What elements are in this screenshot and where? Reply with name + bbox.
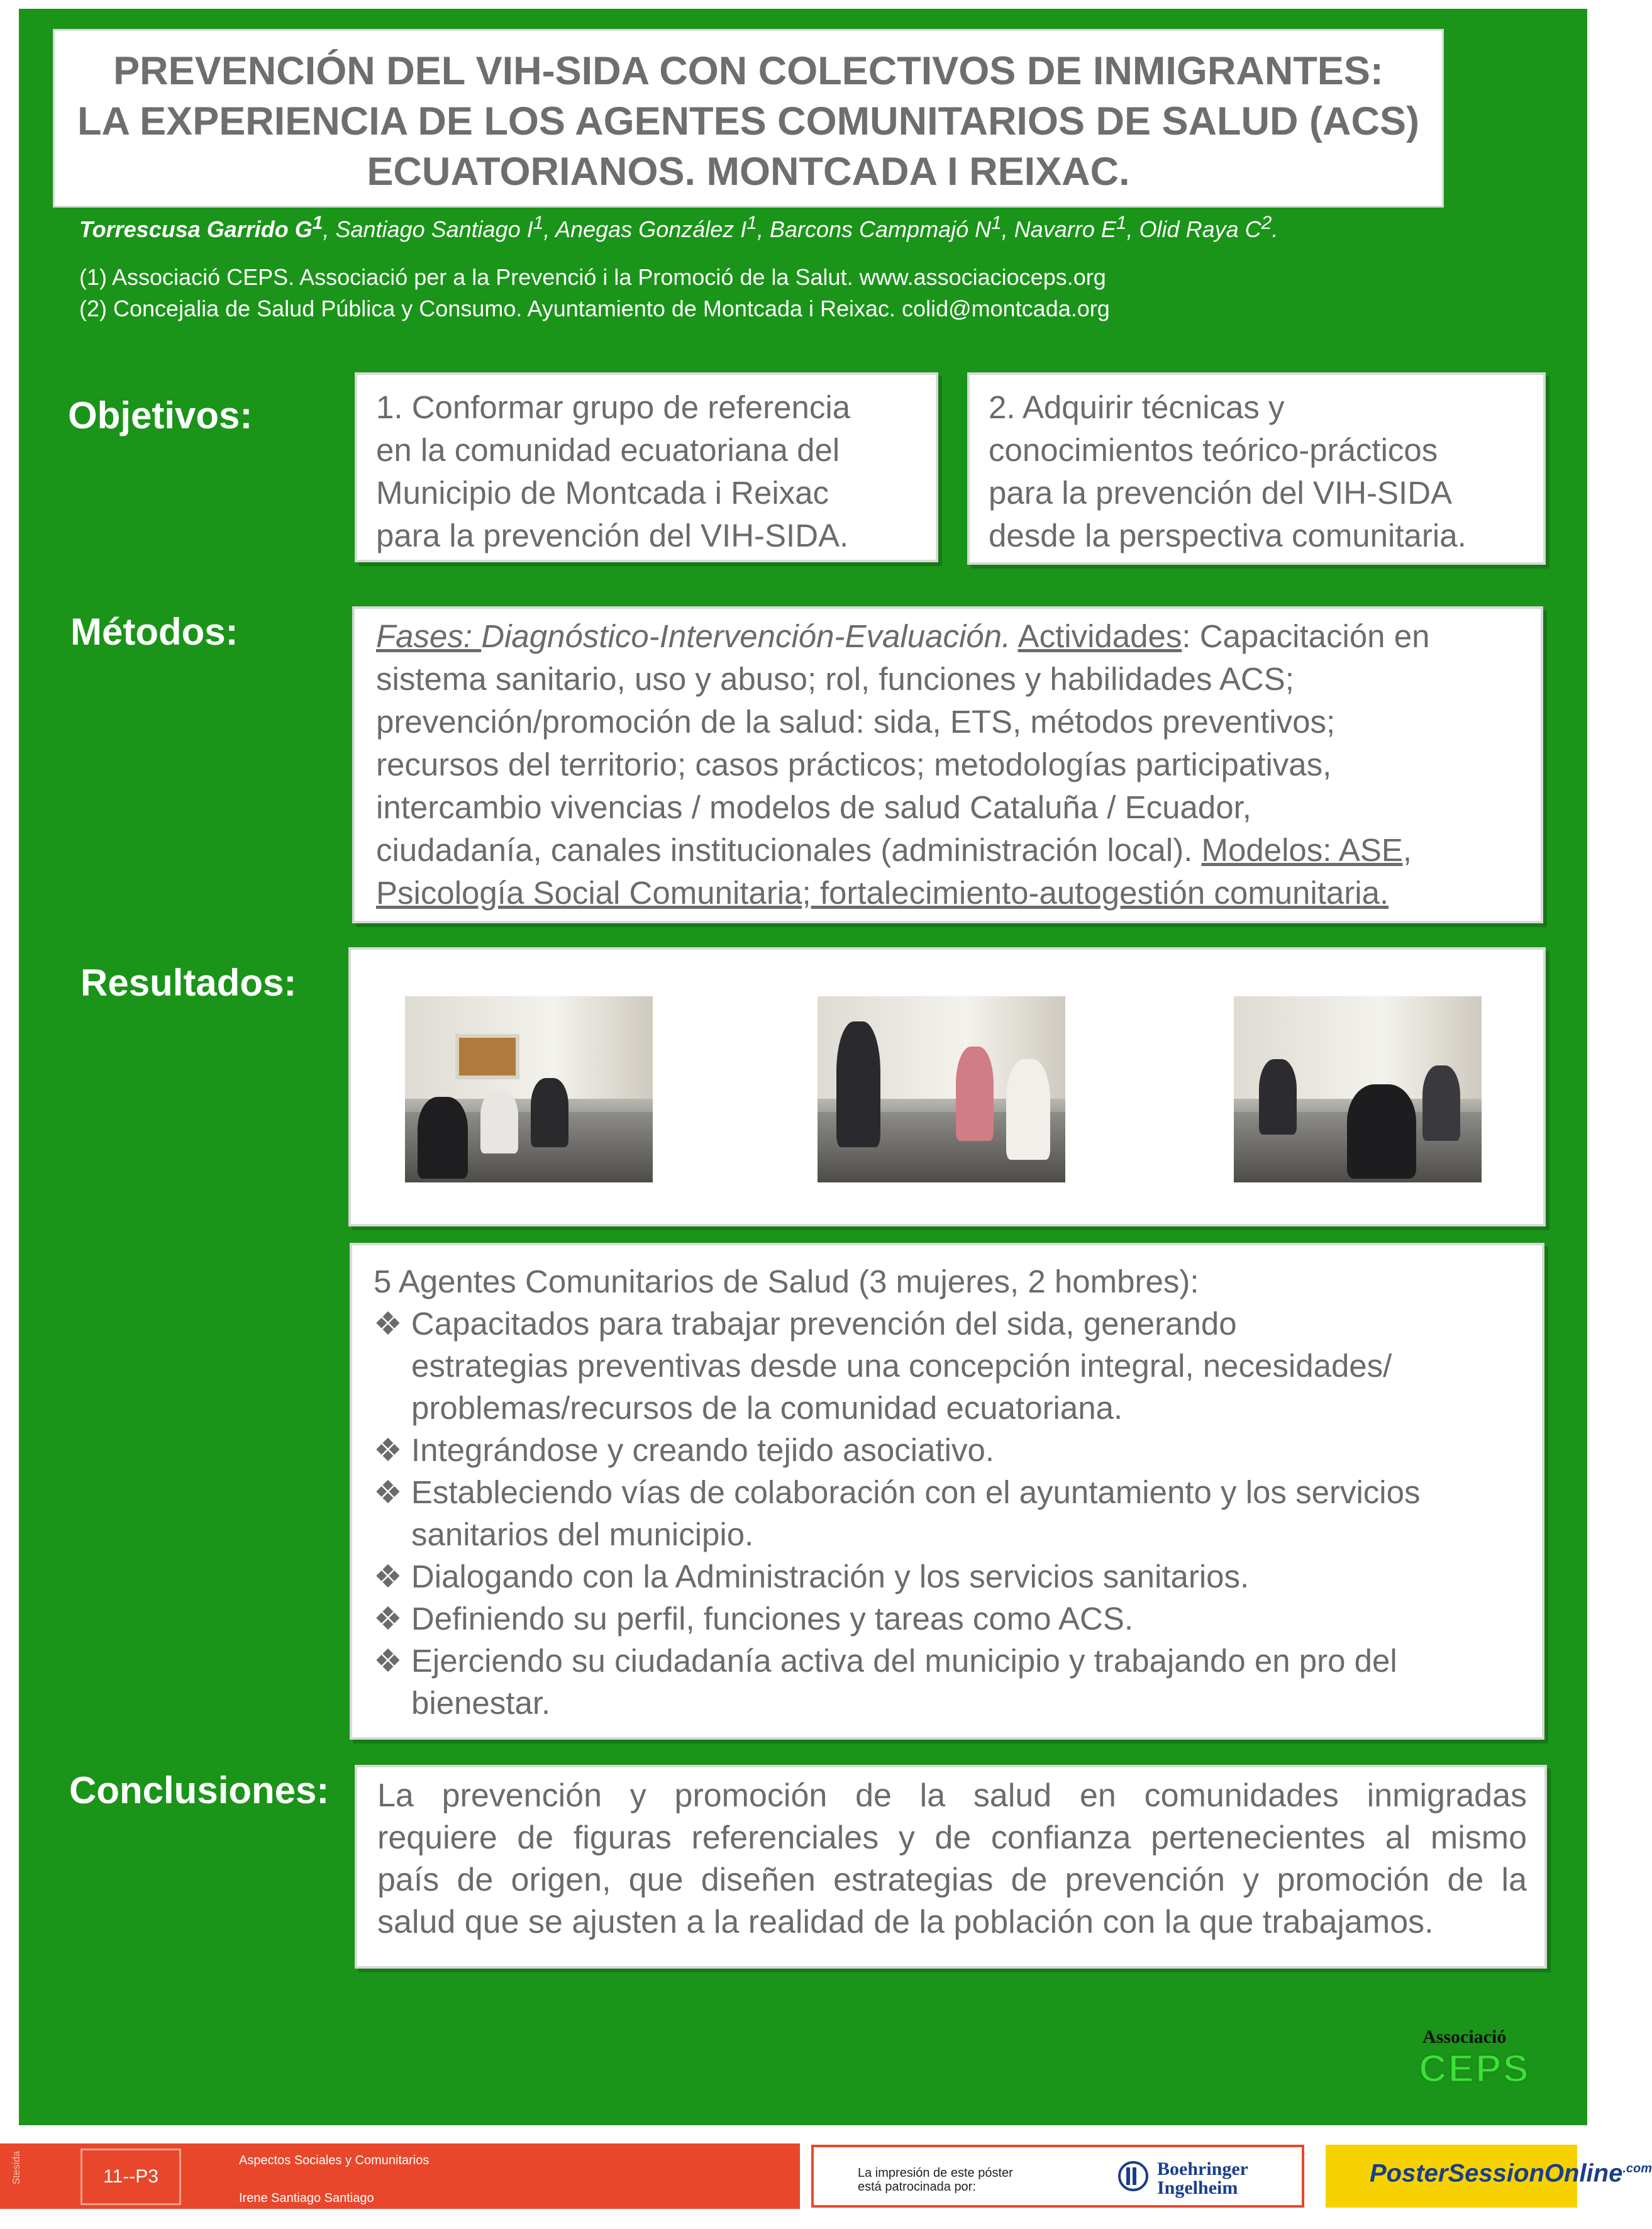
author-1: Torrescusa Garrido G [79,216,313,242]
metodos-box [352,606,1543,923]
postersessiononline-logo-box [1326,2145,1652,2208]
boehringer-logo-icon [1118,2161,1148,2191]
workshop-photo-1 [405,996,653,1182]
result-item-1-line-2: estrategias preventivas desde una concepción integral, necesidades/ [411,1348,1392,1384]
ceps-logo-associacio: Associació [1422,2026,1507,2047]
workshop-photo-2 [818,996,1065,1182]
postersessiononline-logo [1370,2156,1652,2186]
bullet-icon: ❖ [374,1474,402,1510]
footer-topic: Aspectos Sociales y Comunitarios [239,2154,430,2167]
result-item [374,1429,1529,1471]
result-item-3-line-2: sanitarios del municipio. [411,1516,754,1552]
objective-2-box [967,372,1546,565]
pso-com: .com [1622,2162,1652,2176]
boehringer-logo-text [1157,2160,1248,2198]
result-item-6-line-2: bienestar. [411,1685,551,1721]
metodos-line-4: recursos del territorio; casos prácticos; metodologías participativas, [376,747,1332,782]
result-item [374,1471,1529,1513]
resultados-intro: 5 Agentes Comunitarios de Salud (3 mujeres, 2 hombres): [374,1264,1199,1299]
boehringer-line-1: Boehringer [1157,2159,1248,2179]
metodos-line-3: prevención/promoción de la salud: sida, ETS, métodos preventivos; [376,704,1336,740]
title-line-3: ECUATORIANOS. MONTCADA I REIXAC. [367,150,1130,194]
result-item-3-line-1: Estableciendo vías de colaboración con el ayuntamiento y los servicios [411,1474,1421,1510]
authors-end: . [1272,216,1278,242]
title-line-1: PREVENCIÓN DEL VIH-SIDA CON COLECTIVOS DE INMIGRANTES: [113,49,1383,93]
author-6: , Olid Raya C [1126,216,1261,242]
metodos-line-6 [376,829,1528,872]
result-item-5-line-1: Definiendo su perfil, funciones y tareas como ACS. [411,1601,1134,1637]
objective-1-box [355,372,938,562]
result-item-1-line-3: problemas/recursos de la comunidad ecuatoriana. [411,1390,1123,1426]
objective-1-line-1: 1. Conformar grupo de referencia [376,389,851,425]
result-item-4-line-1: Dialogando con la Administración y los servicios sanitarios. [411,1559,1250,1594]
photos-box [348,947,1546,1226]
bullet-icon: ❖ [374,1643,402,1679]
sponsor-text-line-1: La impresión de este póster [858,2166,1013,2180]
objective-2-line-3: para la prevención del VIH-SIDA [989,475,1453,511]
author-5-sup: 1 [1116,213,1127,233]
fases-label: Fases: [376,618,482,654]
sponsor-box [811,2145,1304,2208]
result-item-2-line-1: Integrándose y creando tejido asociativo. [411,1432,994,1468]
metodos-line-1 [376,615,1528,658]
author-1-sup: 1 [312,213,323,233]
bullet-icon: ❖ [374,1601,402,1637]
conclusion-line-2: requiere de figuras referenciales y de confianza pertenecientes al mismo [377,1820,1527,1856]
boehringer-line-2: Ingelheim [1157,2177,1238,2198]
bullet-icon: ❖ [374,1306,402,1342]
affiliation-1: (1) Associació CEPS. Associació per a la Prevenció i la Promoció de la Salut. www.associacioceps.org [79,264,1106,290]
result-item-1-line-1: Capacitados para trabajar prevención del sida, generando [411,1306,1237,1342]
conclusiones-box [355,1765,1547,1969]
author-4-sup: 1 [991,213,1002,233]
result-item-6-line-1: Ejerciendo su ciudadanía activa del municipio y trabajando en pro del [411,1643,1397,1679]
objetivos-label: Objetivos: [68,394,253,436]
objective-2-line-4: desde la perspectiva comunitaria. [989,518,1466,553]
pso-text: PosterSessionOnline [1370,2159,1623,2187]
metodos-label: Métodos: [70,611,238,653]
conclusion-line-4: salud que se ajusten a la realidad de la población con la que trabajamos. [377,1904,1434,1940]
result-item [374,1555,1529,1598]
metodos-line-5: intercambio vivencias / modelos de salud Cataluña / Ecuador, [376,789,1251,825]
resultados-box [350,1243,1544,1740]
result-item [374,1303,1529,1345]
metodos-line-6-text: ciudadanía, canales institucionales (administración local). [376,832,1202,868]
objective-2-line-2: conocimientos teórico-prácticos [989,432,1438,468]
resultados-label: Resultados: [80,962,297,1004]
author-5: , Navarro E [1001,216,1116,242]
modelos-text: Modelos: ASE, [1201,832,1412,868]
author-6-sup: 2 [1261,213,1272,233]
footer-author: Irene Santiago Santiago [239,2191,374,2205]
title-line-2: LA EXPERIENCIA DE LOS AGENTES COMUNITARIOS DE SALUD (ACS) [77,99,1419,143]
objective-1-line-4: para la prevención del VIH-SIDA. [376,518,849,553]
sponsor-text [858,2166,1013,2194]
sponsor-text-line-2: está patrocinada por: [858,2180,976,2194]
ceps-logo: CEPS [1419,2047,1530,2091]
result-item [374,1598,1529,1640]
result-item [374,1640,1529,1682]
conclusion-line-1: La prevención y promoción de la salud en comunidades inmigradas [377,1777,1527,1814]
affiliation-2: (2) Concejalia de Salud Pública y Consumo. Ayuntamiento de Montcada i Reixac. colid@montcada.org [79,296,1110,321]
author-2-sup: 1 [533,213,544,233]
metodos-line-7: Psicología Social Comunitaria; fortalecimiento-autogestión comunitaria. [376,875,1389,911]
conclusiones-label: Conclusiones: [69,1769,330,1811]
footer-side-text: Stesida [11,2151,22,2185]
poster-code: 11--P3 [80,2148,181,2205]
objective-1-line-3: Municipio de Montcada i Reixac [376,475,829,511]
author-2: , Santiago Santiago I [323,216,533,242]
title-box [53,29,1444,208]
author-4: , Barcons Campmajó N [757,216,992,242]
bullet-icon: ❖ [374,1559,402,1594]
metodos-line-2: sistema sanitario, uso y abuso; rol, funciones y habilidades ACS; [376,661,1294,697]
conclusion-line-3: país de origen, que diseñen estrategias de prevención y promoción de la [377,1862,1527,1898]
actividades-label: Actividades [1017,618,1182,654]
author-3-sup: 1 [746,213,757,233]
bullet-icon: ❖ [374,1432,402,1468]
author-3: , Anegas González I [543,216,747,242]
workshop-photo-3 [1234,996,1482,1182]
objective-2-line-1: 2. Adquirir técnicas y [989,389,1285,425]
authors [79,213,1526,243]
fases-text: Diagnóstico-Intervención-Evaluación. [481,618,1011,654]
actividades-text: : Capacitación en [1182,618,1430,654]
objective-1-line-2: en la comunidad ecuatoriana del [376,432,840,468]
